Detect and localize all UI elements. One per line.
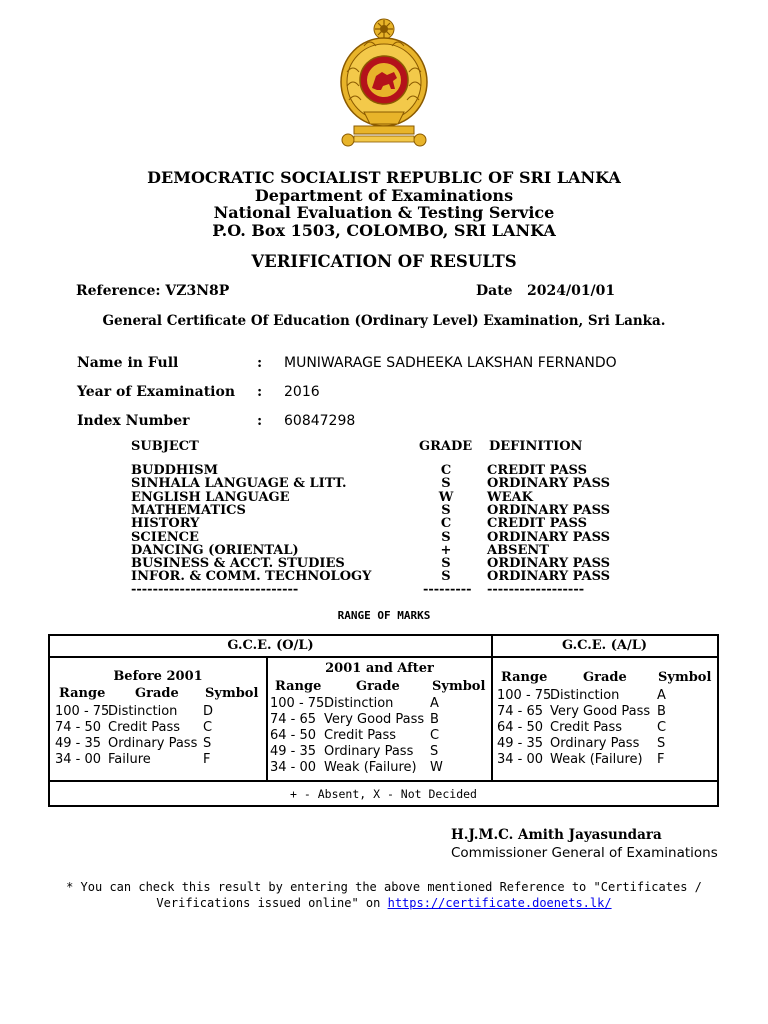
range-symbol-cell: B <box>657 704 666 719</box>
subject-cell: INFOR. & COMM. TECHNOLOGY <box>131 569 372 585</box>
grade-cell: S <box>441 502 451 518</box>
range-grade-cell: Failure <box>108 752 151 767</box>
grade-header: GRADE <box>419 439 473 454</box>
year-value: 2016 <box>284 384 320 400</box>
after-grade-col: Grade <box>356 679 400 694</box>
range-range-cell: 34 - 00 <box>270 760 317 775</box>
range-symbol-cell: C <box>430 728 440 743</box>
range-symbol-cell: S <box>657 736 666 751</box>
range-symbol-cell: C <box>203 720 213 735</box>
footer-link-line <box>0 896 768 910</box>
year-colon: : <box>257 384 263 400</box>
range-range-cell: 49 - 35 <box>55 736 102 751</box>
range-range-cell: 34 - 00 <box>55 752 102 767</box>
before-range-col: Range <box>59 686 106 701</box>
range-range-cell: 100 - 75 <box>55 704 110 719</box>
al-range-col: Range <box>501 670 548 685</box>
grade-separator: --------- <box>423 582 472 597</box>
range-range-cell: 74 - 50 <box>55 720 102 735</box>
range-grade-cell: Distinction <box>108 704 178 719</box>
subject-cell: BUSINESS & ACCT. STUDIES <box>131 556 345 572</box>
grade-cell: C <box>440 516 452 532</box>
grade-cell: C <box>440 463 452 478</box>
definition-cell: ORDINARY PASS <box>487 502 611 518</box>
subject-cell: BUDDHISM <box>131 463 219 478</box>
definition-cell: CREDIT PASS <box>487 463 588 478</box>
definition-cell: ORDINARY PASS <box>487 569 611 585</box>
range-symbol-cell: S <box>430 744 439 759</box>
subject-cell: SCIENCE <box>131 529 199 545</box>
index-colon: : <box>257 413 263 429</box>
range-range-cell: 100 - 75 <box>270 696 325 711</box>
range-range-cell: 64 - 50 <box>497 720 544 735</box>
subject-cell: SINHALA LANGUAGE & LITT. <box>131 476 347 492</box>
verification-link[interactable]: https://certificate.doenets.lk/ <box>387 896 612 910</box>
al-grade-col: Grade <box>583 670 627 685</box>
name-colon: : <box>257 355 263 371</box>
range-symbol-cell: B <box>430 712 439 727</box>
range-range-cell: 64 - 50 <box>270 728 317 743</box>
range-symbol-cell: F <box>657 752 665 767</box>
exam-name: General Certificate Of Education (Ordinary Level) Examination, Sri Lanka. <box>102 313 666 329</box>
range-symbol-cell: C <box>657 720 667 735</box>
subject-cell: MATHEMATICS <box>131 502 246 518</box>
date-label: Date <box>476 283 513 299</box>
range-symbol-cell: A <box>430 696 439 711</box>
department-heading: Department of Examinations <box>254 186 514 205</box>
range-range-cell: 100 - 75 <box>497 688 552 703</box>
sri-lanka-emblem-icon <box>334 16 434 148</box>
definition-header: DEFINITION <box>489 439 583 454</box>
range-grade-cell: Very Good Pass <box>324 712 425 727</box>
page-title: VERIFICATION OF RESULTS <box>251 252 517 271</box>
range-grade-cell: Weak (Failure) <box>550 752 643 767</box>
definition-cell: ABSENT <box>487 542 549 558</box>
date-value: 2024/01/01 <box>527 283 616 299</box>
range-range-cell: 74 - 65 <box>270 712 317 727</box>
definition-cell: ORDINARY PASS <box>487 529 611 545</box>
signatory-name: H.J.M.C. Amith Jayasundara <box>451 827 662 843</box>
range-range-cell: 49 - 35 <box>270 744 317 759</box>
range-symbol-cell: D <box>203 704 214 719</box>
range-symbol-cell: W <box>430 760 443 775</box>
after-range-col: Range <box>275 679 322 694</box>
subject-cell: ENGLISH LANGUAGE <box>131 489 290 505</box>
before-grade-col: Grade <box>135 686 179 701</box>
subject-cell: HISTORY <box>131 516 200 532</box>
grade-cell: + <box>440 542 452 558</box>
before-2001-title: Before 2001 <box>113 669 203 684</box>
definition-cell: ORDINARY PASS <box>487 556 611 572</box>
name-label: Name in Full <box>77 355 179 371</box>
subject-separator: ------------------------------- <box>131 582 299 597</box>
subject-cell: DANCING (ORIENTAL) <box>131 542 299 558</box>
country-heading: DEMOCRATIC SOCIALIST REPUBLIC OF SRI LANKA <box>147 168 621 187</box>
range-of-marks-title: RANGE OF MARKS <box>337 609 431 622</box>
range-grade-cell: Ordinary Pass <box>550 736 640 751</box>
index-label: Index Number <box>77 413 190 429</box>
ol-header: G.C.E. (O/L) <box>227 638 314 653</box>
range-grade-cell: Distinction <box>550 688 620 703</box>
address-heading: P.O. Box 1503, COLOMBO, SRI LANKA <box>212 221 556 240</box>
range-of-marks-table <box>48 634 719 807</box>
definition-cell: CREDIT PASS <box>487 516 588 532</box>
absent-note: + - Absent, X - Not Decided <box>290 787 477 801</box>
range-symbol-cell: A <box>657 688 666 703</box>
range-symbol-cell: S <box>203 736 212 751</box>
grade-cell: W <box>438 489 454 505</box>
grade-cell: S <box>441 556 451 572</box>
reference-number: Reference: VZ3N8P <box>76 283 230 299</box>
range-grade-cell: Credit Pass <box>324 728 396 743</box>
range-grade-cell: Distinction <box>324 696 394 711</box>
al-header: G.C.E. (A/L) <box>561 638 648 653</box>
grade-cell: S <box>441 529 451 545</box>
range-grade-cell: Very Good Pass <box>550 704 651 719</box>
definition-cell: ORDINARY PASS <box>487 476 611 492</box>
service-heading: National Evaluation & Testing Service <box>213 203 555 222</box>
before-symbol-col: Symbol <box>205 686 259 701</box>
range-grade-cell: Ordinary Pass <box>108 736 198 751</box>
year-label: Year of Examination <box>77 384 236 400</box>
range-symbol-cell: F <box>203 752 211 767</box>
signatory-title: Commissioner General of Examinations <box>451 845 718 861</box>
range-grade-cell: Credit Pass <box>550 720 622 735</box>
range-range-cell: 49 - 35 <box>497 736 544 751</box>
subject-header: SUBJECT <box>131 439 199 454</box>
range-grade-cell: Credit Pass <box>108 720 180 735</box>
footer-note: * You can check this result by entering the above mentioned Reference to "Certificates / <box>66 880 702 894</box>
after-symbol-col: Symbol <box>432 679 486 694</box>
range-range-cell: 74 - 65 <box>497 704 544 719</box>
definition-separator: ------------------ <box>487 582 585 597</box>
after-2001-title: 2001 and After <box>325 661 434 676</box>
grade-cell: S <box>441 569 451 585</box>
name-value: MUNIWARAGE SADHEEKA LAKSHAN FERNANDO <box>284 355 617 371</box>
index-value: 60847298 <box>284 413 356 429</box>
al-symbol-col: Symbol <box>658 670 712 685</box>
range-grade-cell: Ordinary Pass <box>324 744 414 759</box>
definition-cell: WEAK <box>487 489 533 505</box>
footer-link-prefix: Verifications issued online" on <box>156 896 388 910</box>
grade-cell: S <box>441 476 451 492</box>
range-range-cell: 34 - 00 <box>497 752 544 767</box>
range-grade-cell: Weak (Failure) <box>324 760 417 775</box>
